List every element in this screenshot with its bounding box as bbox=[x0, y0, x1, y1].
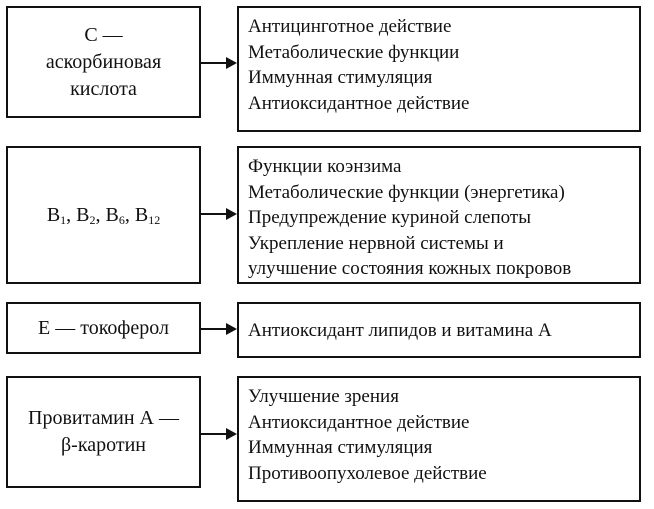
effect-item: Антиоксидантное действие bbox=[248, 411, 470, 433]
effect-item: Иммунная стимуляция bbox=[248, 437, 433, 459]
effects-box-c bbox=[237, 6, 641, 132]
effect-item: Функции коэнзима bbox=[248, 156, 402, 177]
vitamin-label: $B_1$, $B_2$, $B_6$, $B_{12}$ bbox=[46, 203, 161, 227]
vitamin-box-e bbox=[6, 302, 201, 354]
arrow-right-icon bbox=[201, 207, 237, 221]
effect-item: Антиоксидант липидов и витамина А bbox=[248, 320, 552, 341]
arrow-right-icon bbox=[201, 322, 237, 336]
vitamin-label: С — аскорбиновая кислота bbox=[45, 23, 162, 100]
vitamin-box-provitamin-a bbox=[6, 376, 201, 488]
effects-box-b bbox=[237, 146, 641, 284]
vitamin-label: Провитамин А — β-каротин bbox=[28, 407, 179, 456]
effect-item: Метаболические функции (энергетика) bbox=[248, 181, 565, 203]
vitamin-box-c bbox=[6, 6, 201, 118]
effect-item: Укрепление нервной системы и bbox=[248, 232, 504, 254]
vitamin-box-b bbox=[6, 146, 201, 284]
arrow-right-icon bbox=[201, 56, 237, 70]
effect-item: Противоопухолевое действие bbox=[248, 462, 487, 484]
effect-item: Иммунная стимуляция bbox=[248, 67, 433, 89]
effect-item: Антицинготное действие bbox=[248, 16, 452, 37]
effect-item: Улучшение зрения bbox=[248, 386, 399, 407]
arrow-right-icon bbox=[201, 427, 237, 441]
vitamin-label: Е — токоферол bbox=[38, 316, 169, 339]
effect-item: Метаболические функции bbox=[248, 41, 460, 63]
effect-item: Антиоксидантное действие bbox=[248, 92, 470, 114]
effects-box-provitamin-a bbox=[237, 376, 641, 502]
effect-item: Предупреждение куриной слепоты bbox=[248, 207, 531, 229]
effect-item: улучшение состояния кожных покровов bbox=[248, 258, 572, 280]
effects-box-e bbox=[237, 302, 641, 358]
